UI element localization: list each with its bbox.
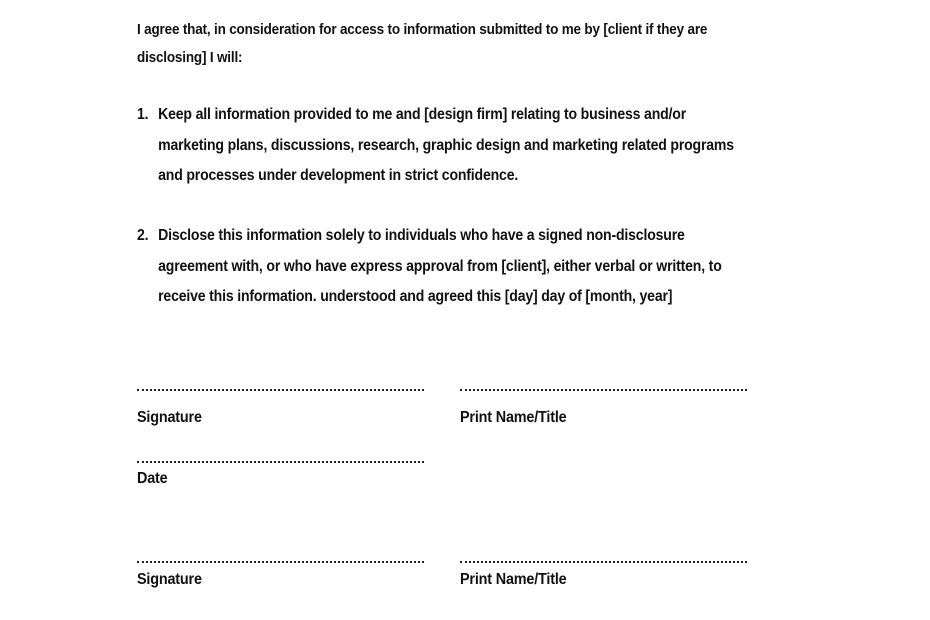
item-text: Disclose this information solely to individuals who have a signed non-disclosure agreement with, or who have express approval from [client], either verbal or written, to receive this information. understood and agreed this [day] day of [month, year] <box>158 227 722 305</box>
print-name-line[interactable] <box>460 389 747 391</box>
date-line[interactable] <box>137 461 424 463</box>
date-label: Date <box>137 470 168 487</box>
item-number: 1. <box>137 106 149 123</box>
agreement-item-2 <box>137 221 753 313</box>
signature-line[interactable] <box>137 561 424 563</box>
print-name-label: Print Name/Title <box>460 571 567 588</box>
print-name-line[interactable] <box>460 561 747 563</box>
agreement-intro: I agree that, in consideration for access to information submitted to me by [client if they are disclosing] I will: <box>137 21 708 66</box>
print-name-label: Print Name/Title <box>460 409 567 426</box>
signature-line[interactable] <box>137 389 424 391</box>
signature-label: Signature <box>137 409 202 426</box>
agreement-item-1 <box>137 100 753 192</box>
signature-label: Signature <box>137 571 202 588</box>
item-text: Keep all information provided to me and [design firm] relating to business and/or marketing plans, discussions, research, graphic design and marketing related programs and processes under development in strict confidence. <box>158 106 734 184</box>
item-number: 2. <box>137 227 149 244</box>
